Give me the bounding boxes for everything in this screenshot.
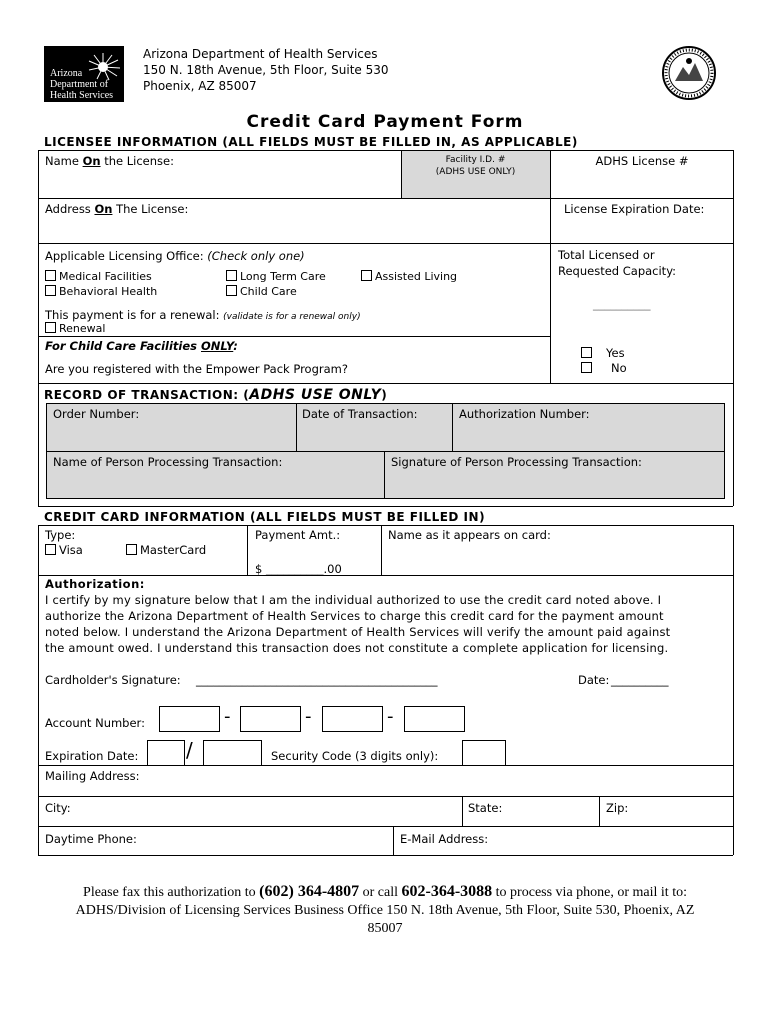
footer-mailing-address: ADHS/Division of Licensing Services Business Office 150 N. 18th Avenue, 5th Floor, Suite 530, Phoenix, AZ [75,903,695,918]
checkbox-box[interactable] [45,322,56,333]
card-type-label: Type: [45,528,76,542]
name-on-card-field[interactable]: Name as it appears on card: [388,528,551,542]
authorization-text-1: I certify by my signature below that I am the individual authorized to use the credit card noted above. I [45,593,662,607]
authorization-heading: Authorization: [45,577,145,591]
phone-number: 602-364-3088 [401,883,493,900]
account-number-part-1[interactable] [159,706,220,732]
adhs-logo [44,46,124,102]
checkbox-behavioral-health[interactable]: Behavioral Health [45,285,157,298]
fax-number: (602) 364-4807 [259,883,360,900]
checkbox-box[interactable] [226,270,237,281]
account-number-part-2[interactable] [240,706,301,732]
checkbox-box[interactable] [45,544,56,555]
account-dash: - [224,706,231,727]
address-on-license-field[interactable]: Address On The License: [45,202,189,216]
expiration-year-input[interactable] [203,740,262,766]
checkbox-assisted-living[interactable]: Assisted Living [361,270,457,283]
empower-question: Are you registered with the Empower Pack Program? [45,362,348,376]
expiration-month-input[interactable] [147,740,185,766]
security-code-input[interactable] [462,740,506,766]
footer-instructions: Please fax this authorization to (602) 364-4807 or call 602-364-3088 to process via phone, or mail it to: [83,883,687,900]
capacity-label-1: Total Licensed or [558,248,655,262]
city-field[interactable]: City: [45,801,71,815]
account-dash: - [387,706,394,727]
mailing-address-field[interactable]: Mailing Address: [45,769,140,783]
checkbox-mastercard[interactable]: MasterCard [126,543,206,557]
checkbox-box[interactable] [581,347,592,358]
account-number-part-4[interactable] [404,706,465,732]
checkbox-visa[interactable]: Visa [45,543,83,557]
state-seal-icon [661,45,717,101]
checkbox-medical-facilities[interactable]: Medical Facilities [45,270,152,283]
security-code-label: Security Code (3 digits only): [271,749,439,763]
agency-city: Phoenix, AZ 85007 [143,79,257,93]
processor-signature-field[interactable]: Signature of Person Processing Transaction: [391,455,642,469]
logo-line-1: Arizona [50,68,83,79]
account-dash: - [305,706,312,727]
authorization-text-3: noted below. I understand the Arizona Department of Health Services will verify the amount paid against [45,625,671,639]
child-care-only-heading: For Child Care Facilities ONLY: [45,339,238,353]
transaction-date-field[interactable]: Date of Transaction: [302,407,418,421]
logo-line-3: Health Services [50,90,114,101]
account-number-label: Account Number: [45,716,145,730]
name-on-license-field[interactable]: Name On the License: [45,154,174,168]
checkbox-child-care[interactable]: Child Care [226,285,297,298]
checkbox-renewal[interactable]: Renewal [45,322,105,335]
agency-name: Arizona Department of Health Services [143,47,378,61]
capacity-label-2: Requested Capacity: [558,264,677,278]
signature-date-label: Date: [578,673,610,687]
authorization-number-field[interactable]: Authorization Number: [459,407,590,421]
zip-field[interactable]: Zip: [606,801,629,815]
footer-zip: 85007 [367,921,403,936]
order-number-field[interactable]: Order Number: [53,407,140,421]
transaction-heading: RECORD OF TRANSACTION: (ADHS USE ONLY) [44,387,388,403]
signature-date-input[interactable]: __________ [611,673,669,687]
checkbox-no[interactable]: No [581,361,627,375]
email-address-field[interactable]: E-Mail Address: [400,832,489,846]
checkbox-box[interactable] [126,544,137,555]
credit-card-heading: CREDIT CARD INFORMATION (ALL FIELDS MUST BE FILLED IN) [44,510,486,524]
payment-amount-label: Payment Amt.: [255,528,341,542]
capacity-input[interactable]: __________ [593,297,651,311]
processor-name-field[interactable]: Name of Person Processing Transaction: [53,455,283,469]
sunburst-icon [88,52,128,82]
authorization-text-4: the amount owed. I understand this transaction does not constitute a complete application for licensing. [45,641,669,655]
state-field[interactable]: State: [468,801,503,815]
page-title: Credit Card Payment Form [246,112,524,132]
facility-id-note: (ADHS USE ONLY) [435,167,516,177]
cardholder-signature-input[interactable]: __________________________________________ [196,673,438,687]
checkbox-box[interactable] [361,270,372,281]
daytime-phone-field[interactable]: Daytime Phone: [45,832,137,846]
license-expiration-field[interactable]: License Expiration Date: [564,202,705,216]
checkbox-box[interactable] [45,285,56,296]
agency-street: 150 N. 18th Avenue, 5th Floor, Suite 530 [143,63,389,77]
licensing-office-label: Applicable Licensing Office: (Check only one) [45,249,305,263]
checkbox-box[interactable] [226,285,237,296]
checkbox-box[interactable] [45,270,56,281]
renewal-label: This payment is for a renewal: (validate is for a renewal only) [45,308,361,322]
facility-id-label: Facility I.D. # [445,155,506,165]
logo-line-2: Department of [50,79,109,90]
adhs-license-field[interactable]: ADHS License # [595,154,689,168]
checkbox-long-term-care[interactable]: Long Term Care [226,270,326,283]
payment-amount-input[interactable]: $ __________.00 [255,562,342,576]
checkbox-yes[interactable]: Yes [581,346,625,360]
expiration-slash: / [186,738,193,762]
expiration-date-label: Expiration Date: [45,749,139,763]
account-number-part-3[interactable] [322,706,383,732]
checkbox-box[interactable] [581,362,592,373]
licensee-heading: LICENSEE INFORMATION (ALL FIELDS MUST BE FILLED IN, AS APPLICABLE) [44,135,578,149]
authorization-text-2: authorize the Arizona Department of Health Services to charge this credit card for the payment amount [45,609,664,623]
cardholder-signature-label: Cardholder's Signature: [45,673,181,687]
